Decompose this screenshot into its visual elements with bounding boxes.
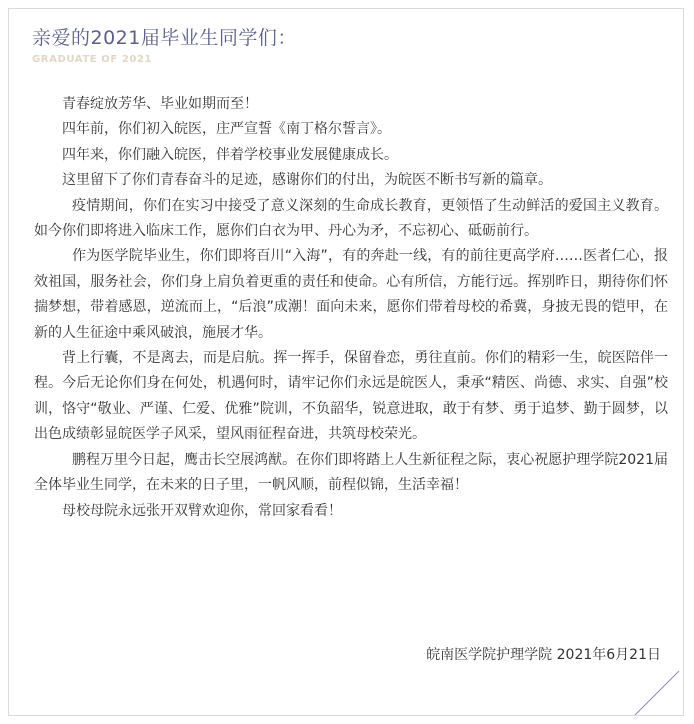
paragraph: 作为医学院毕业生，你们即将百川“入海”，有的奔赴一线，有的前往更高学府……医者仁心，报效祖国，服务社会，你们身上肩负着更重的责任和使命。心有所信，方能行远。挥别昨日，期待你们怀揣梦想，带着感恩，逆流而上，“后浪”成潮！面向未来，愿你们带着母校的希冀，身披无畏的铠甲，在新的人生征途中乘风破浪，施展才华。 [34, 248, 668, 341]
paragraph: 四年来，你们融入皖医，伴着学校事业发展健康成长。 [62, 146, 398, 163]
paragraph: 青春绽放芳华、毕业如期而至！ [62, 96, 258, 112]
paragraph: 母校母院永远张开双臂欢迎你，常回家看看！ [62, 502, 342, 519]
paragraph: 鹏程万里今日起，鹰击长空展鸿猷。在你们即将踏上人生新征程之际，衷心祝愿护理学院2021届全体毕业生同学，在未来的日子里，一帆风顺，前程似锦，生活幸福！ [34, 451, 668, 494]
letter-signature: 皖南医学院护理学院 2021年6月21日 [426, 647, 661, 663]
paragraph: 疫情期间，你们在实习中接受了意义深刻的生命成长教育，更领悟了生动鲜活的爱国主义教育。如今你们即将进入临床工作，愿你们白衣为甲、丹心为矛，不忘初心、砥砺前行。 [34, 197, 668, 240]
letter-body [34, 92, 668, 524]
paragraph: 背上行囊，不是离去，而是启航。挥一挥手，保留眷恋，勇往直前。你们的精彩一生，皖医陪伴一程。今后无论你们身在何处，机遇何时，请牢记你们永远是皖医人，秉承“精医、尚德、求实、自强”校训，恪守“敬业、严谨、仁爱、优雅”院训，不负韶华，锐意进取，敢于有梦、勇于追梦、勤于圆梦，以出色成绩彰显皖医学子风采，望风雨征程奋进，共筑母校荣光。 [34, 350, 668, 443]
letter-frame [8, 8, 684, 716]
letter-title: 亲爱的2021届毕业生同学们： [32, 27, 297, 49]
paragraph: 四年前，你们初入皖医，庄严宣誓《南丁格尔誓言》。 [62, 121, 391, 138]
letter-subtitle: GRADUATE OF 2021 [32, 54, 153, 65]
corner-decoration [611, 669, 681, 716]
paragraph: 这里留下了你们青春奋斗的足迹，感谢你们的付出，为皖医不断书写新的篇章。 [62, 172, 552, 189]
